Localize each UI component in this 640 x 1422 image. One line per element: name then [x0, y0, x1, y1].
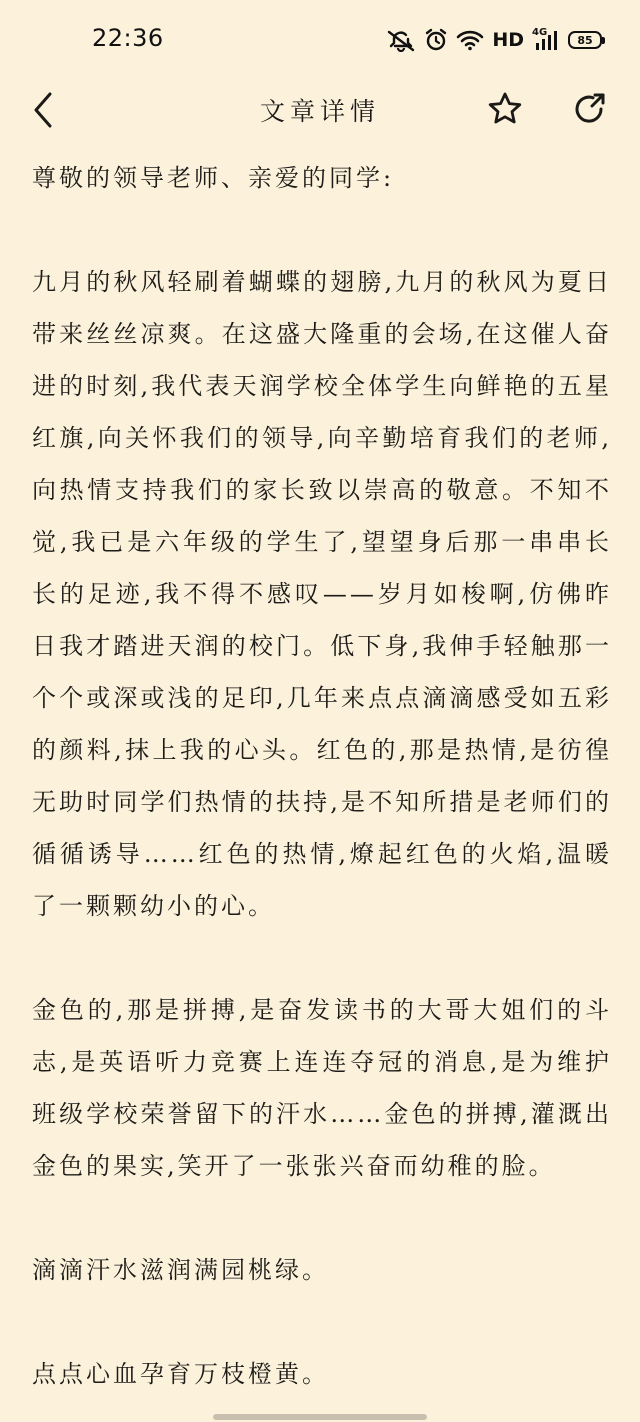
article-paragraph: 点点心血孕育万枝橙黄。 [32, 1360, 329, 1388]
home-indicator[interactable] [213, 1414, 427, 1420]
star-icon [486, 90, 524, 128]
article-paragraph: 滴滴汗水滋润满园桃绿。 [32, 1256, 329, 1284]
status-icons [386, 24, 602, 56]
favorite-button[interactable] [486, 90, 524, 128]
signal-icon [532, 28, 560, 52]
article-paragraph: 金色的,那是拼搏,是奋发读书的大哥大姐们的斗志,是英语听力竞赛上连连夺冠的消息,是为维护班级学校荣誉留下的汗水……金色的拼搏,灌溉出金色的果实,笑开了一张张兴奋而幼稚的脸。 [32, 996, 612, 1180]
network-hd-label: HD [492, 29, 524, 51]
share-button[interactable] [571, 90, 609, 128]
wifi-icon [456, 29, 484, 51]
alarm-icon [424, 28, 448, 52]
signal-4g-label: 4G [532, 27, 548, 38]
status-bar [0, 0, 640, 78]
article-paragraph: 九月的秋风轻刷着蝴蝶的翅膀,九月的秋风为夏日带来丝丝凉爽。在这盛大隆重的会场,在这催人奋进的时刻,我代表天润学校全体学生向鲜艳的五星红旗,向关怀我们的领导,向辛勤培育我们的老师,向热情支持我们的家长致以崇高的敬意。不知不觉,我已是六年级的学生了,望望身后那一串串长长的足迹,我不得不感叹——岁月如梭啊,仿佛昨日我才踏进天润的校门。低下身,我伸手轻触那一个个或深或浅的足印,几年来点点滴滴感受如五彩的颜料,抹上我的心头。红色的,那是热情,是彷徨无助时同学们热情的扶持,是不知所措是老师们的循循诱导……红色的热情,燎起红色的火焰,温暖了一颗颗幼小的心。 [32, 268, 612, 920]
nav-bar [0, 78, 640, 140]
status-time: 22:36 [92, 24, 164, 52]
mute-icon [386, 28, 416, 52]
article-greeting: 尊敬的领导老师、亲爱的同学: [32, 164, 395, 192]
page-title: 文章详情 [259, 97, 380, 126]
article-body [32, 152, 612, 1400]
share-icon [571, 90, 609, 128]
battery-icon: 85 [568, 31, 602, 49]
